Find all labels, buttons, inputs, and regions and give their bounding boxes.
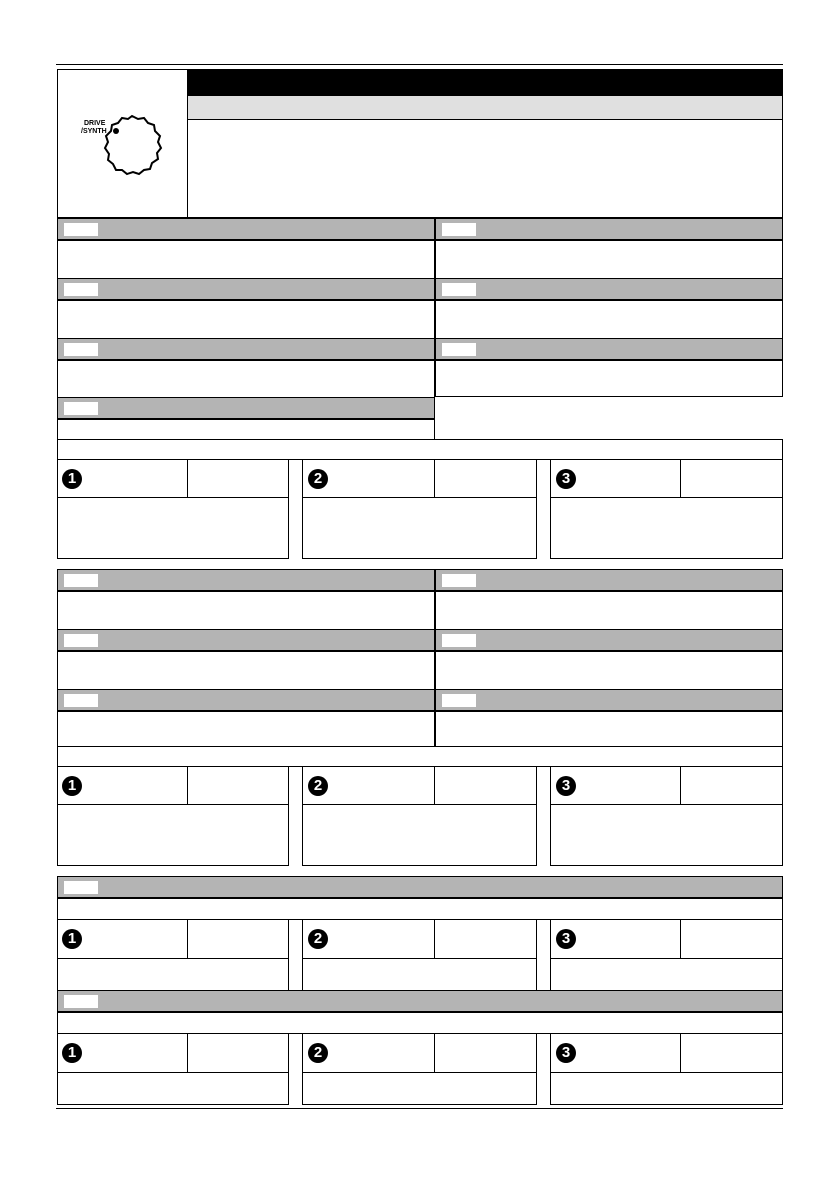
param-number-box (442, 694, 476, 707)
note-row (57, 746, 783, 767)
step-body (302, 497, 537, 559)
section-header (435, 338, 783, 360)
param-body (57, 300, 435, 339)
section-header (435, 629, 783, 651)
step-body (550, 497, 783, 559)
step-2-icon: 2 (308, 1043, 328, 1063)
step-header (550, 459, 783, 498)
step-body (302, 1072, 537, 1105)
step-body (302, 958, 537, 991)
step-1-icon: 1 (62, 776, 82, 796)
step-divider (680, 459, 681, 498)
header-subtitle-bar (188, 96, 782, 120)
section-header (57, 218, 435, 240)
section-header (57, 876, 783, 898)
header-title-bar (188, 70, 782, 96)
knob-label-line2: /SYNTH (81, 128, 107, 135)
param-body (57, 591, 435, 630)
step-header (57, 1033, 289, 1073)
param-body (57, 360, 435, 399)
step-body (550, 804, 783, 866)
param-body (435, 240, 783, 279)
step-divider (187, 919, 188, 959)
param-body (57, 419, 435, 440)
top-rule (56, 64, 783, 65)
step-header (550, 1033, 783, 1073)
bottom-rule (56, 1108, 783, 1109)
param-number-box (64, 694, 98, 707)
step-body (57, 958, 289, 991)
section-header (435, 218, 783, 240)
param-number-box (442, 283, 476, 296)
knob-label-line1: DRIVE (84, 120, 106, 127)
param-number-box (64, 343, 98, 356)
param-body (57, 711, 435, 747)
param-number-box (64, 995, 98, 1008)
step-divider (434, 459, 435, 498)
section-header (57, 569, 435, 591)
section-header (57, 629, 435, 651)
param-number-box (64, 223, 98, 236)
step-divider (434, 919, 435, 959)
step-divider (680, 919, 681, 959)
step-1-icon: 1 (62, 1043, 82, 1063)
section-header (435, 278, 783, 300)
param-body (57, 651, 435, 690)
section-header (57, 397, 435, 419)
step-divider (680, 1033, 681, 1073)
step-header (57, 766, 289, 805)
drive-synth-knob-icon (100, 112, 164, 178)
section-header (435, 689, 783, 711)
param-body (435, 711, 783, 747)
step-divider (187, 766, 188, 805)
param-number-box (64, 283, 98, 296)
step-2-icon: 2 (308, 469, 328, 489)
step-3-icon: 3 (556, 1043, 576, 1063)
section-header (57, 990, 783, 1012)
param-body (435, 651, 783, 690)
param-number-box (64, 634, 98, 647)
step-header (57, 459, 289, 498)
param-number-box (64, 574, 98, 587)
step-divider (434, 766, 435, 805)
step-3-icon: 3 (556, 929, 576, 949)
step-header (302, 459, 537, 498)
step-body (57, 1072, 289, 1105)
section-header (57, 338, 435, 360)
step-3-icon: 3 (556, 469, 576, 489)
param-body (435, 591, 783, 630)
section-header (57, 278, 435, 300)
step-divider (187, 1033, 188, 1073)
note-row (57, 439, 783, 460)
step-header (57, 919, 289, 959)
param-number-box (64, 881, 98, 894)
step-divider (680, 766, 681, 805)
step-2-icon: 2 (308, 776, 328, 796)
note-row (57, 898, 783, 920)
step-2-icon: 2 (308, 929, 328, 949)
param-number-box (442, 223, 476, 236)
step-body (57, 497, 289, 559)
step-header (550, 919, 783, 959)
param-body (435, 300, 783, 339)
note-row (57, 1012, 783, 1034)
section-header (57, 689, 435, 711)
param-number-box (442, 634, 476, 647)
step-body (550, 958, 783, 991)
param-body (57, 240, 435, 279)
param-body (435, 360, 783, 397)
step-header (302, 766, 537, 805)
step-1-icon: 1 (62, 469, 82, 489)
step-divider (434, 1033, 435, 1073)
step-header (302, 919, 537, 959)
step-body (57, 804, 289, 866)
step-header (550, 766, 783, 805)
step-body (302, 804, 537, 866)
step-1-icon: 1 (62, 929, 82, 949)
section-header (435, 569, 783, 591)
param-number-box (442, 574, 476, 587)
param-number-box (442, 343, 476, 356)
step-divider (187, 459, 188, 498)
param-number-box (64, 402, 98, 415)
step-3-icon: 3 (556, 776, 576, 796)
step-header (302, 1033, 537, 1073)
step-body (550, 1072, 783, 1105)
